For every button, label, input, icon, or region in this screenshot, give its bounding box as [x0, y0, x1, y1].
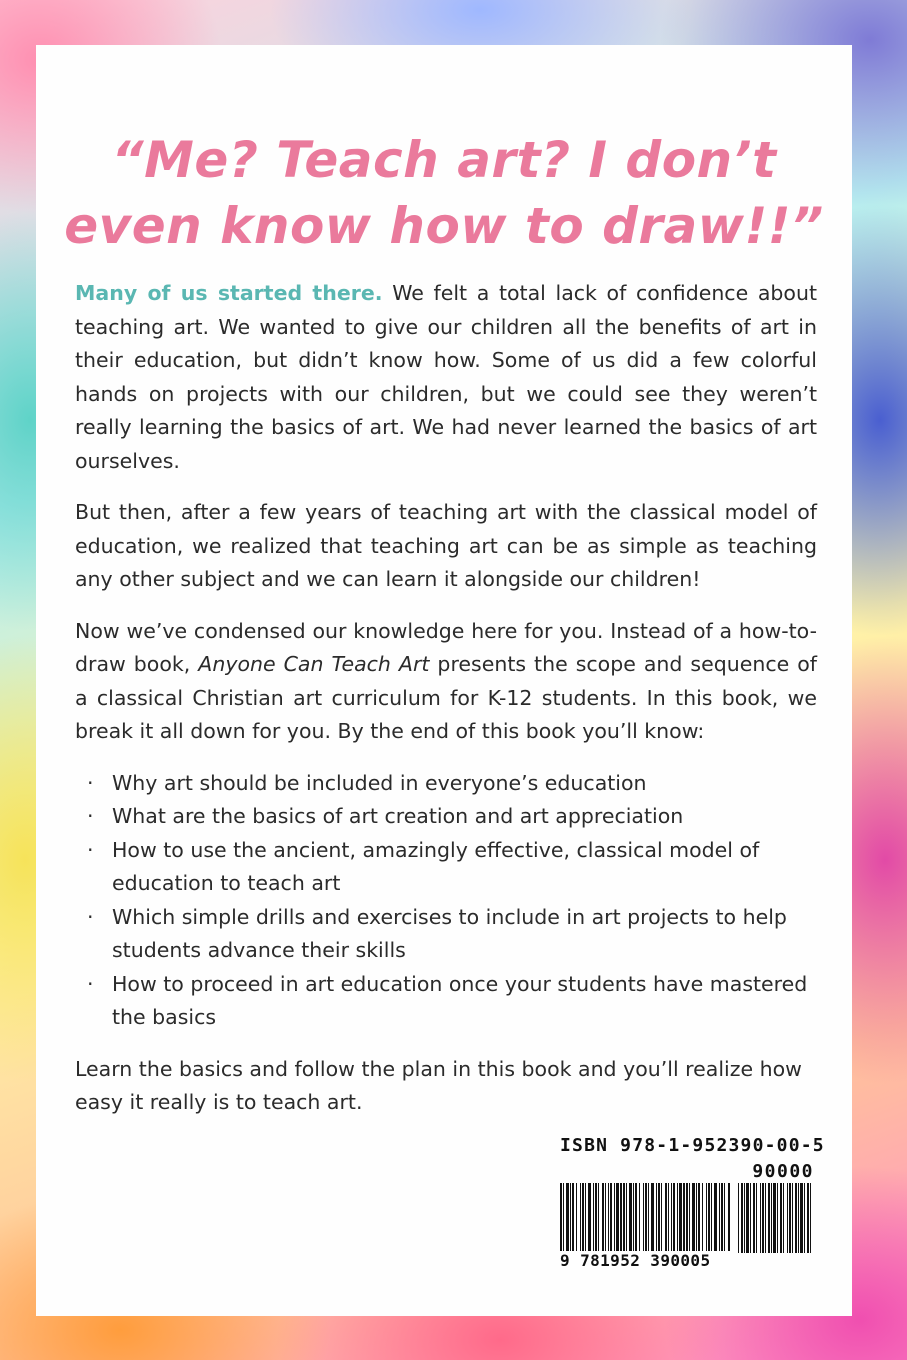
paragraph-3-before: Now we’ve condensed our knowledge here for you. Instead of a how-to-draw book, — [75, 618, 817, 676]
headline-quote — [36, 127, 852, 259]
barcode-stripe — [783, 1183, 784, 1253]
barcode-stripe — [807, 1183, 809, 1253]
barcode-stripe — [741, 1183, 743, 1253]
paragraph-3-after: presents the scope and sequence of a classical Christian art curriculum for K-12 students. In this book, we break it all down for you. By the end of this book you’ll know: — [75, 652, 817, 743]
description-body — [75, 277, 817, 1138]
benefits-list — [75, 767, 817, 1035]
back-cover-panel — [36, 45, 852, 1316]
isbn-digits: 9 781952 390005 — [560, 1251, 730, 1270]
barcode-stripe — [765, 1183, 766, 1253]
closing-paragraph: Learn the basics and follow the plan in this book and you’ll realize how easy it really is to teach art. — [75, 1056, 802, 1114]
isbn-label: ISBN 978-1-952390-00-5 — [560, 1135, 825, 1156]
price-code: 90000 — [752, 1161, 814, 1182]
barcode-stripe — [773, 1183, 776, 1253]
barcode-stripe — [771, 1183, 772, 1253]
barcode-stripe — [760, 1183, 761, 1253]
barcode-stripe — [762, 1183, 764, 1253]
bullet-dot-icon: · — [87, 971, 94, 996]
barcode-stripe — [798, 1183, 799, 1253]
isbn-barcode — [560, 1135, 825, 1270]
barcode-stripe — [804, 1183, 805, 1253]
barcode-stripe — [787, 1183, 788, 1253]
intro-lead: Many of us started there. — [75, 281, 383, 305]
bullet-dot-icon: · — [87, 804, 94, 828]
bullet-dot-icon: · — [87, 770, 94, 795]
barcode-stripe — [750, 1183, 751, 1253]
barcode-stripe — [792, 1183, 793, 1253]
headline-line-1: “Me? Teach art? I don’t — [111, 131, 777, 189]
bullet-dot-icon: · — [87, 904, 94, 929]
list-item: · Why art should be included in everyone’s education — [75, 767, 817, 801]
book-title: Anyone Can Teach Art — [198, 652, 430, 676]
barcode-stripe — [744, 1183, 745, 1253]
list-item: · How to proceed in art education once your students have mastered the basics — [75, 968, 817, 1035]
list-item: · What are the basics of art creation and art appreciation — [75, 800, 817, 834]
barcode-stripe — [810, 1183, 811, 1253]
intro-text: We felt a total lack of confidence about teaching art. We wanted to give our children all the benefits of art in their education, but didn’t know how. Some of us did a few colorful hands on projects with our children, but we could see they weren’t really learning the basics of art. We had never learned the basics of art ourselves. — [75, 281, 817, 473]
barcode-stripe — [746, 1183, 749, 1253]
bullet-dot-icon: · — [87, 837, 94, 862]
list-item: · Which simple drills and exercises to include in art projects to help students advance their skills — [75, 901, 817, 968]
barcode-stripe — [753, 1183, 755, 1253]
paragraph-3 — [75, 615, 817, 749]
intro-paragraph — [75, 277, 817, 478]
barcode-stripe — [789, 1183, 791, 1253]
barcode-stripe — [768, 1183, 770, 1253]
barcode-stripe — [756, 1183, 757, 1253]
list-item: · How to use the ancient, amazingly effective, classical model of education to teach art — [75, 834, 817, 901]
barcode-stripe — [800, 1183, 803, 1253]
barcode-stripe — [738, 1183, 739, 1253]
paragraph-2: But then, after a few years of teaching art with the classical model of education, we realized that teaching art can be as simple as teaching any other subject and we can learn it alongside our children! — [75, 500, 817, 591]
barcode-stripe — [780, 1183, 782, 1253]
barcode-addon-bars — [738, 1183, 814, 1253]
barcode-stripe — [777, 1183, 778, 1253]
headline-line-2: even know how to draw!!” — [64, 197, 824, 255]
barcode-stripe — [795, 1183, 797, 1253]
